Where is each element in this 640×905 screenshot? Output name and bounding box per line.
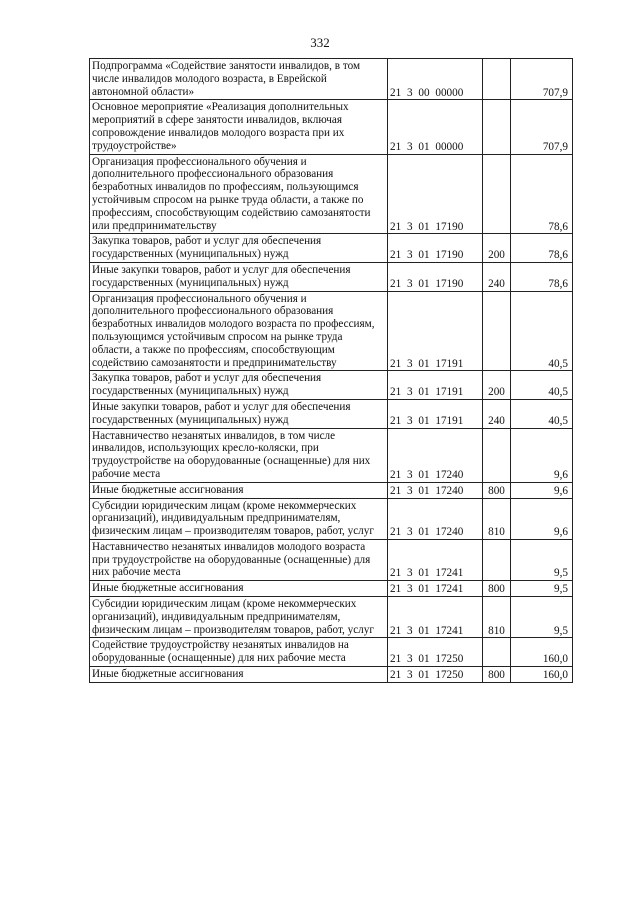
row-name-cell — [90, 291, 388, 371]
row-name-cell — [90, 428, 388, 482]
row-code: 21 3 01 17250 — [390, 653, 464, 666]
row-name-cell — [90, 482, 388, 498]
row-code-cell — [388, 428, 483, 482]
row-sum-cell — [511, 638, 573, 667]
table-row — [90, 539, 573, 580]
row-sum: 9,5 — [554, 624, 568, 637]
row-kvr-cell — [483, 581, 511, 597]
row-code-cell — [388, 154, 483, 234]
table-row — [90, 667, 573, 683]
row-kvr: 810 — [488, 526, 505, 539]
row-code: 21 3 01 17190 — [390, 277, 464, 290]
row-name-cell — [90, 59, 388, 100]
row-sum-cell — [511, 482, 573, 498]
row-kvr: 800 — [488, 484, 505, 497]
row-name-cell — [90, 667, 388, 683]
row-kvr-cell — [483, 371, 511, 400]
row-name: Иные бюджетные ассигнования — [92, 582, 244, 595]
page-number: 332 — [310, 35, 330, 50]
row-name: Содействие трудоустройству незанятых инвалидов на оборудованные (оснащенные) для них рабочие места — [92, 639, 349, 665]
row-code-cell — [388, 371, 483, 400]
row-sum-cell — [511, 498, 573, 539]
table-row — [90, 234, 573, 263]
row-sum: 160,0 — [542, 669, 568, 682]
row-kvr: 200 — [488, 249, 505, 262]
row-name-cell — [90, 100, 388, 154]
row-sum-cell — [511, 581, 573, 597]
row-name: Подпрограмма «Содействие занятости инвалидов, в том числе инвалидов молодого возраста, в Еврейской автономной области» — [92, 60, 361, 98]
row-sum-cell — [511, 428, 573, 482]
row-code: 21 3 01 17190 — [390, 220, 464, 233]
row-sum-cell — [511, 59, 573, 100]
row-name: Основное мероприятие «Реализация дополнительных мероприятий в сфере занятости инвалидов, включая сопровождение инвалидов молодого возраста при их трудоустройстве» — [92, 101, 349, 152]
row-code: 21 3 01 17250 — [390, 669, 464, 682]
row-kvr-cell — [483, 597, 511, 638]
row-kvr-cell — [483, 59, 511, 100]
row-name-cell — [90, 539, 388, 580]
row-name-cell — [90, 371, 388, 400]
table-row — [90, 154, 573, 234]
row-kvr-cell — [483, 100, 511, 154]
table-row — [90, 498, 573, 539]
row-code: 21 3 01 17191 — [390, 414, 464, 427]
row-name-cell — [90, 262, 388, 291]
row-code-cell — [388, 638, 483, 667]
row-sum-cell — [511, 667, 573, 683]
row-kvr-cell — [483, 234, 511, 263]
row-sum: 9,6 — [554, 484, 568, 497]
table-row — [90, 638, 573, 667]
table-row — [90, 581, 573, 597]
row-kvr: 240 — [488, 277, 505, 290]
row-name: Иные закупки товаров, работ и услуг для обеспечения государственных (муниципальных) нужд — [92, 400, 351, 426]
row-kvr-cell — [483, 154, 511, 234]
row-code: 21 3 01 17191 — [390, 357, 464, 370]
row-sum: 9,5 — [554, 567, 568, 580]
row-name: Иные бюджетные ассигнования — [92, 483, 244, 496]
row-code: 21 3 01 17241 — [390, 583, 464, 596]
table-row — [90, 371, 573, 400]
row-code: 21 3 01 17191 — [390, 386, 464, 399]
row-name: Закупка товаров, работ и услуг для обеспечения государственных (муниципальных) нужд — [92, 372, 322, 398]
row-code-cell — [388, 482, 483, 498]
row-kvr: 240 — [488, 414, 505, 427]
row-name-cell — [90, 399, 388, 428]
row-name: Организация профессионального обучения и дополнительного профессионального образования безработных инвалидов по профессиям, пользующимся устойчивым спросом на рынке труда области, а также по профессиям, способствующим содействию самозанятости или предпринимательству — [92, 155, 371, 232]
row-kvr-cell — [483, 399, 511, 428]
row-code: 21 3 01 17241 — [390, 567, 464, 580]
row-code-cell — [388, 59, 483, 100]
row-sum: 40,5 — [548, 414, 568, 427]
row-code: 21 3 01 17240 — [390, 526, 464, 539]
row-sum: 78,6 — [548, 277, 568, 290]
row-code-cell — [388, 667, 483, 683]
row-code-cell — [388, 262, 483, 291]
row-sum: 9,5 — [554, 583, 568, 596]
table-row — [90, 597, 573, 638]
row-kvr-cell — [483, 428, 511, 482]
row-code-cell — [388, 539, 483, 580]
row-sum: 78,6 — [548, 220, 568, 233]
row-name: Субсидии юридическим лицам (кроме некоммерческих организаций), индивидуальным предпринимателям, физическим лицам – производителям товаров, работ, услуг — [92, 499, 374, 538]
table-row — [90, 482, 573, 498]
row-sum-cell — [511, 539, 573, 580]
row-kvr-cell — [483, 291, 511, 371]
row-sum-cell — [511, 100, 573, 154]
row-name-cell — [90, 581, 388, 597]
row-name: Наставничество незанятых инвалидов, в том числе инвалидов, использующих кресло-коляски, при трудоустройстве на оборудованные (оснащенные) для них рабочие места — [92, 429, 371, 480]
table-row — [90, 399, 573, 428]
row-name: Иные закупки товаров, работ и услуг для обеспечения государственных (муниципальных) нужд — [92, 263, 351, 289]
row-name: Организация профессионального обучения и дополнительного профессионального образования безработных инвалидов молодого возраста по профессиям, пользующимся устойчивым спросом на рынке труда области, а также по профессиям, способствующим содействию самозанятости и предпринимательству — [92, 292, 375, 369]
row-name: Субсидии юридическим лицам (кроме некоммерческих организаций), индивидуальным предпринимателям, физическим лицам – производителям товаров, работ, услуг — [92, 598, 374, 636]
row-name-cell — [90, 597, 388, 638]
row-kvr-cell — [483, 638, 511, 667]
row-code: 21 3 01 17240 — [390, 468, 464, 481]
row-sum-cell — [511, 371, 573, 400]
row-sum-cell — [511, 234, 573, 263]
row-kvr: 200 — [488, 386, 505, 399]
table-row — [90, 291, 573, 371]
row-name-cell — [90, 154, 388, 234]
row-code-cell — [388, 597, 483, 638]
row-name-cell — [90, 234, 388, 263]
row-sum: 40,5 — [548, 386, 568, 399]
row-code: 21 3 01 00000 — [390, 140, 464, 153]
row-name: Наставничество незанятых инвалидов молодого возраста при трудоустройстве на оборудованные (оснащенные) для них рабочие места — [92, 540, 371, 579]
row-sum: 707,9 — [542, 86, 568, 99]
row-sum: 707,9 — [542, 140, 568, 153]
row-sum-cell — [511, 262, 573, 291]
row-sum: 78,6 — [548, 249, 568, 262]
row-code-cell — [388, 498, 483, 539]
row-kvr-cell — [483, 482, 511, 498]
row-kvr: 800 — [488, 669, 505, 682]
row-code-cell — [388, 291, 483, 371]
row-kvr-cell — [483, 667, 511, 683]
row-code: 21 3 01 17190 — [390, 249, 464, 262]
row-code: 21 3 01 17240 — [390, 484, 464, 497]
row-name-cell — [90, 498, 388, 539]
row-kvr: 800 — [488, 583, 505, 596]
row-sum-cell — [511, 597, 573, 638]
table-row — [90, 59, 573, 100]
row-kvr-cell — [483, 498, 511, 539]
row-kvr-cell — [483, 262, 511, 291]
table-row — [90, 428, 573, 482]
row-sum-cell — [511, 154, 573, 234]
row-sum-cell — [511, 399, 573, 428]
row-sum: 9,6 — [554, 526, 568, 539]
row-name: Закупка товаров, работ и услуг для обеспечения государственных (муниципальных) нужд — [92, 235, 322, 261]
table-row — [90, 262, 573, 291]
row-sum: 160,0 — [542, 653, 568, 666]
row-sum: 9,6 — [554, 468, 568, 481]
row-code: 21 3 00 00000 — [390, 86, 464, 99]
row-name-cell — [90, 638, 388, 667]
row-code-cell — [388, 399, 483, 428]
row-code-cell — [388, 100, 483, 154]
table-row — [90, 100, 573, 154]
row-kvr-cell — [483, 539, 511, 580]
row-code: 21 3 01 17241 — [390, 624, 464, 637]
row-code-cell — [388, 581, 483, 597]
row-sum: 40,5 — [548, 357, 568, 370]
row-name: Иные бюджетные ассигнования — [92, 668, 244, 681]
budget-table — [89, 58, 573, 683]
row-kvr: 810 — [488, 624, 505, 637]
row-sum-cell — [511, 291, 573, 371]
row-code-cell — [388, 234, 483, 263]
